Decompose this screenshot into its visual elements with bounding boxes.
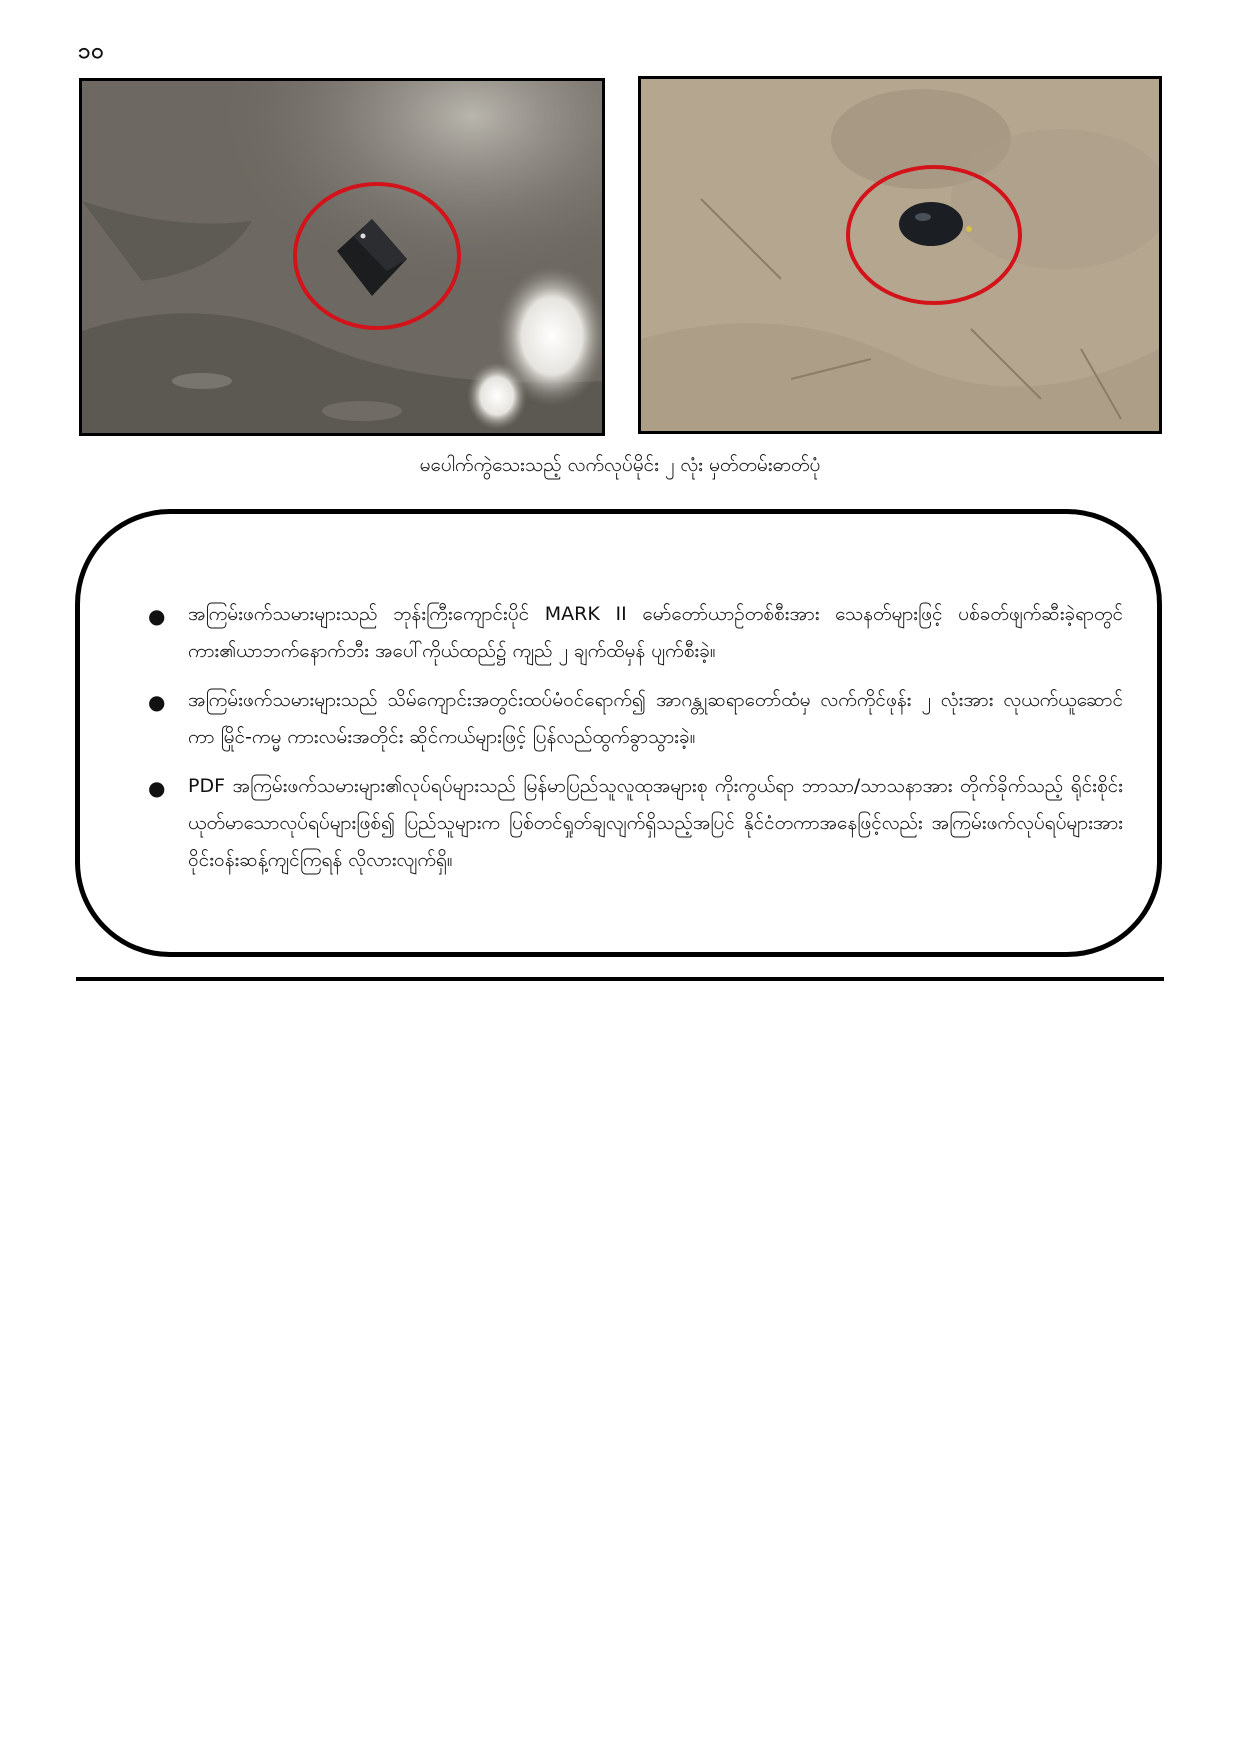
bullet-text: အကြမ်းဖက်သမားများသည် ဘုန်းကြီးကျောင်းပိုင် MARK II မော်တော်ယာဉ်တစ်စီးအား သေနတ်များဖြင့် ပစ်ခတ်ဖျက်ဆီးခဲ့ရာတွင် ကား၏ယာဘက်နောက်ဘီး အပေါ်ကိုယ်ထည်၌ ကျည် ၂ ချက်ထိမှန် ပျက်စီးခဲ့။	[188, 603, 1123, 662]
photo-right-image	[641, 79, 1159, 431]
section-divider	[76, 977, 1164, 981]
photo-unexploded-mine-2	[638, 76, 1162, 434]
bullet-list	[148, 596, 1123, 891]
bullet-icon: ●	[148, 776, 166, 800]
bullet-text: အကြမ်းဖက်သမားများသည် သိမ်ကျောင်းအတွင်းထပ်မံဝင်ရောက်၍ အာဂန္တုဆရာတော်ထံမှ လက်ကိုင်ဖုန်း ၂ လုံးအား လုယက်ယူဆောင်ကာ မြိုင်-ကမ္မ ကားလမ်းအတိုင်း ဆိုင်ကယ်များဖြင့် ပြန်လည်ထွက်ခွာသွားခဲ့။	[188, 689, 1123, 748]
bullet-icon: ●	[148, 604, 166, 628]
bullet-item	[148, 596, 1123, 670]
bullet-item	[148, 768, 1123, 879]
photo-left-image	[82, 81, 602, 433]
bullet-item	[148, 682, 1123, 756]
photo-unexploded-mine-1	[79, 78, 605, 436]
mine-object-icon	[899, 202, 963, 246]
bullet-icon: ●	[148, 690, 166, 714]
bullet-text: PDF အကြမ်းဖက်သမားများ၏လုပ်ရပ်များသည် မြန်မာပြည်သူလူထုအများစု ကိုးကွယ်ရာ ဘာသာ/သာသနာအား တိုက်ခိုက်သည့် ရိုင်းစိုင်းယုတ်မာသောလုပ်ရပ်များဖြစ်၍ ပြည်သူများက ပြစ်တင်ရှုတ်ချလျက်ရှိသည့်အပြင် နိုင်ငံတကာအနေဖြင့်လည်း အကြမ်းဖက်လုပ်ရပ်များအား ဝိုင်းဝန်းဆန့်ကျင်ကြရန် လိုလားလျက်ရှိ။	[188, 775, 1123, 871]
page-number: ၁၀	[78, 39, 105, 64]
figure-caption: မပေါက်ကွဲသေးသည့် လက်လုပ်မိုင်း ၂ လုံး မှတ်တမ်းဓာတ်ပုံ	[419, 454, 821, 476]
callout-box	[75, 509, 1162, 957]
